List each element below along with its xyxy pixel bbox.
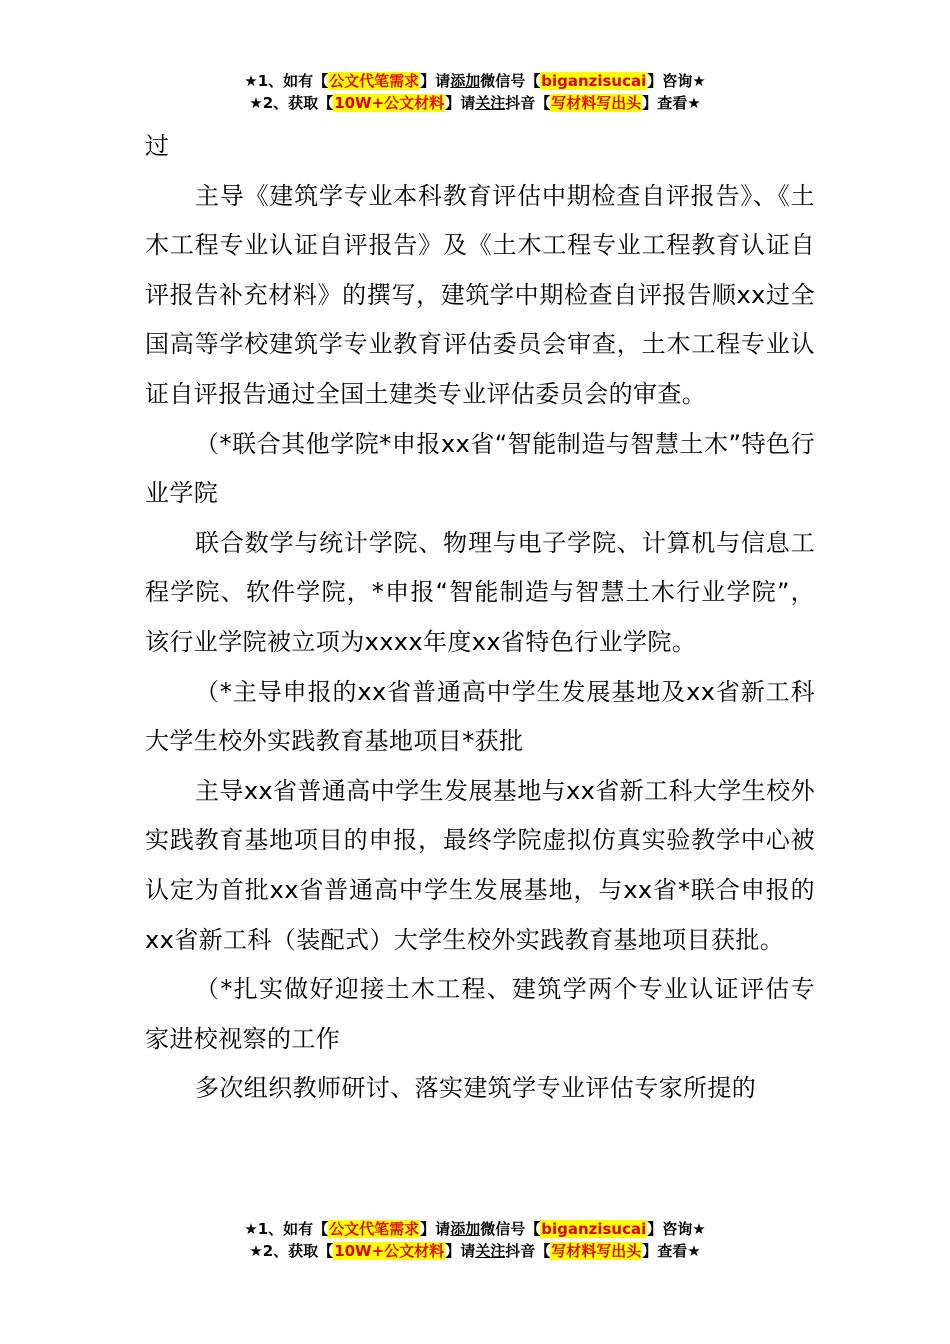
paragraph: 联合数学与统计学院、物理与电子学院、计算机与信息工程学院、软件学院，*申报“智能制造与智慧土木行业学院”，该行业学院被立项为xxxx年度xx省特色行业学院。 <box>145 528 815 656</box>
banner-line-2: ★2、获取【10W+公文材料】请关注抖音【写材料写出头】查看★ <box>249 94 701 112</box>
paragraph: 主导xx省普通高中学生发展基地与xx省新工科大学生校外实践教育基地项目的申报，最终学院虚拟仿真实验教学中心被认定为首批xx省普通高中学生发展基地，与xx省*联合申报的xx省新工科（装配式）大学生校外实践教育基地项目获批。 <box>145 776 815 954</box>
highlight-text: 公文代笔需求 <box>329 1220 420 1238</box>
highlight-text: 公文代笔需求 <box>329 72 420 90</box>
header-banner <box>0 70 950 114</box>
banner-line-2: ★2、获取【10W+公文材料】请关注抖音【写材料写出头】查看★ <box>249 1242 701 1260</box>
highlight-text: 写材料写出头 <box>551 1242 642 1260</box>
highlight-text: 10W+公文材料 <box>334 1242 445 1260</box>
document-body <box>145 122 815 1114</box>
paragraph: 过 <box>145 132 170 160</box>
highlight-text: 写材料写出头 <box>551 94 642 112</box>
paragraph: 主导《建筑学专业本科教育评估中期检查自评报告》、《土木工程专业认证自评报告》及《土木工程专业工程教育认证自评报告补充材料》的撰写，建筑学中期检查自评报告顺xx过全国高等学校建筑学专业教育评估委员会审查，土木工程专业认证自评报告通过全国土建类专业评估委员会的审查。 <box>145 181 815 408</box>
section-heading: （*联合其他学院*申报xx省“智能制造与智慧土木”特色行业学院 <box>145 429 815 508</box>
highlight-text: biganzisucai <box>541 1220 647 1238</box>
paragraph: 多次组织教师研讨、落实建筑学专业评估专家所提的 <box>195 1074 757 1103</box>
banner-line-1: ★1、如有【公文代笔需求】请添加微信号【biganzisucai】咨询★ <box>244 72 706 90</box>
highlight-text: biganzisucai <box>541 72 647 90</box>
footer-banner <box>0 1218 950 1262</box>
highlight-text: 10W+公文材料 <box>334 94 445 112</box>
section-heading: （*主导申报的xx省普通高中学生发展基地及xx省新工科大学生校外实践教育基地项目*获批 <box>145 677 815 756</box>
section-heading: （*扎实做好迎接土木工程、建筑学两个专业认证评估专家进校视察的工作 <box>145 975 815 1053</box>
banner-line-1: ★1、如有【公文代笔需求】请添加微信号【biganzisucai】咨询★ <box>244 1220 706 1238</box>
